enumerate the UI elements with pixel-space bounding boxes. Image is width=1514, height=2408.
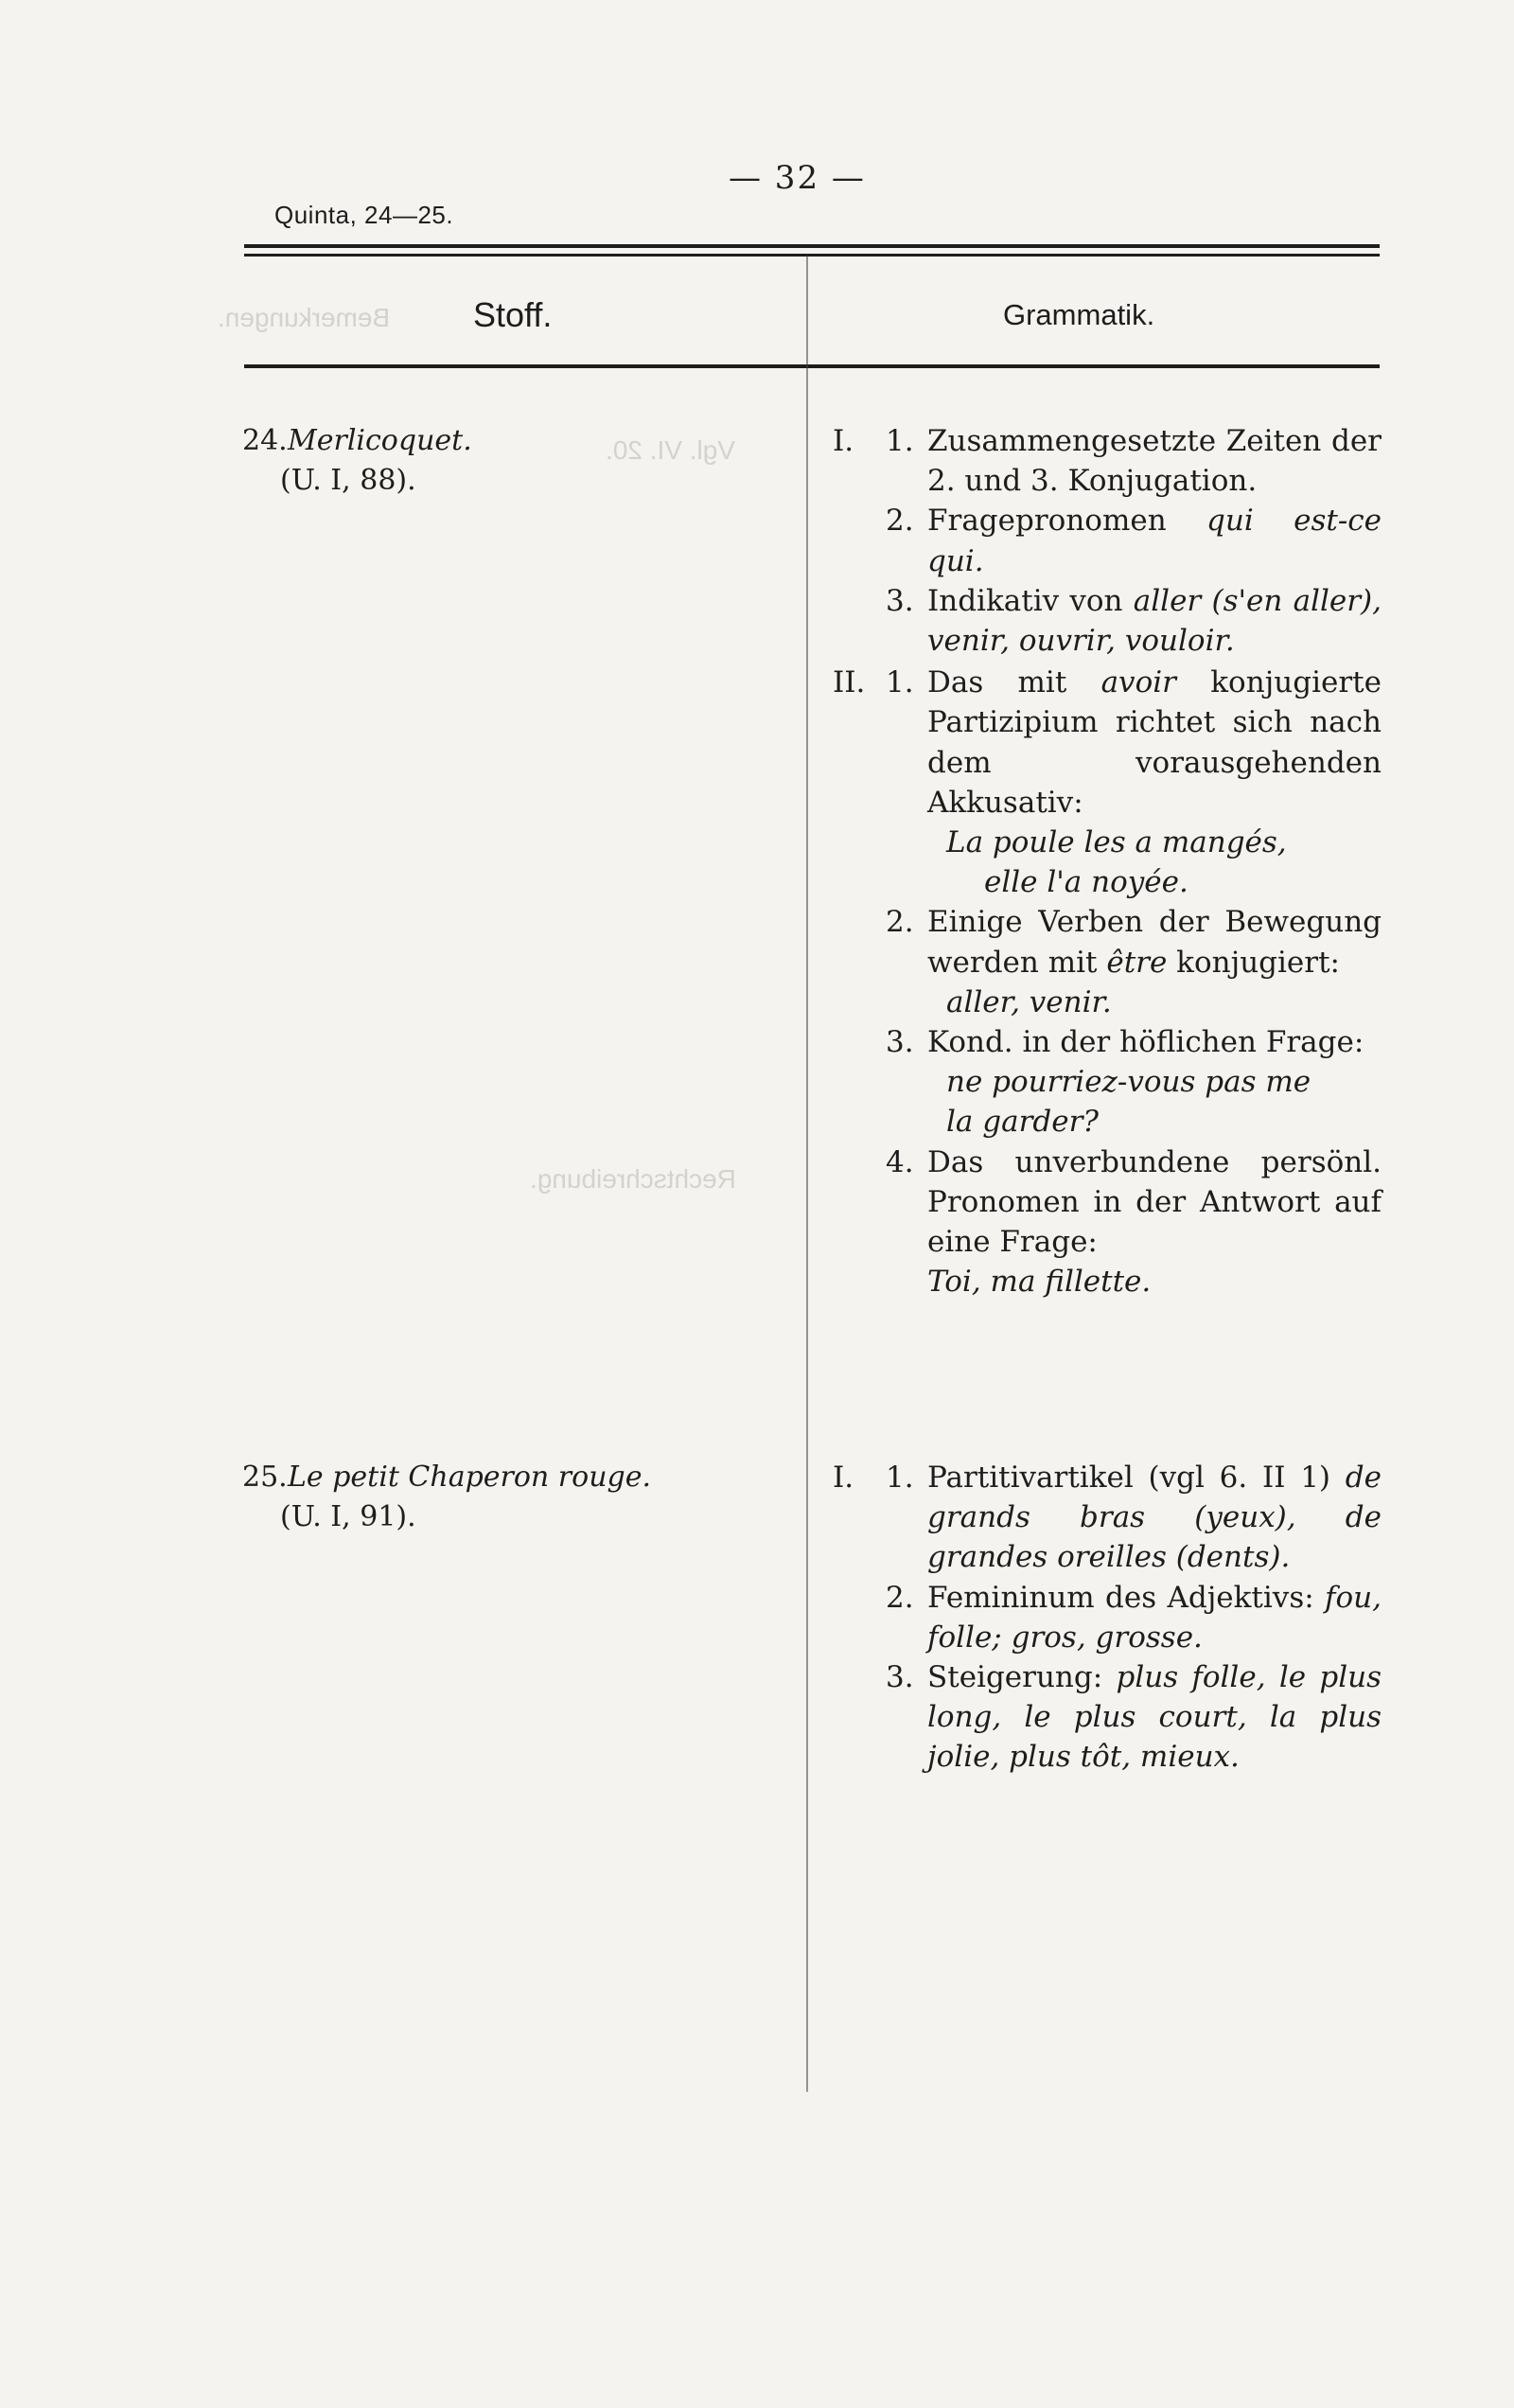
item-number: 1. (886, 665, 914, 700)
column-heading-stoff: Stoff. (473, 295, 553, 334)
header-rule (244, 244, 1380, 248)
item-number: 2. (886, 1580, 914, 1615)
grammar-item (833, 1578, 1382, 1657)
grammar-text: Steigerung: plus folle, le plus long, le plus court, la plus jolie, plus tôt, mieux. (927, 1660, 1382, 1775)
grammar-item (833, 1657, 1382, 1778)
column-head-rule (244, 364, 1380, 368)
entry-number: 24. (242, 424, 288, 457)
bleed-through-text: Bemerkungen. (218, 303, 391, 332)
example-line: Toi, ma fillette. (927, 1265, 1152, 1300)
grammar-text: Indikativ von aller (s'en aller), venir, ouvrir, vouloir. (927, 583, 1382, 659)
grammar-item (833, 1022, 1382, 1142)
grammar-text: Einige Verben der Bewegung werden mit être konjugiert: aller, venir. (927, 902, 1382, 1022)
item-number: 3. (886, 583, 914, 618)
bleed-through-text: Vgl. VI. 20. (606, 435, 735, 465)
example-line: La poule les a mangés, (946, 825, 1287, 860)
grammar-text: Zusammengesetzte Zeiten der 2. und 3. Konjugation. (927, 424, 1382, 499)
item-number: 2. (886, 504, 914, 539)
example-line: ne pourriez-vous pas me (946, 1065, 1312, 1100)
grammar-text: Das mit avoir konjugierte Partizipium richtet sich nach dem vorausgehenden Akkusativ: La poule les a mangés, elle l'a noyée. (927, 663, 1382, 902)
entry-reference: (U. I, 88). (280, 464, 416, 497)
grammar-item (833, 663, 1382, 902)
section-roman: II. (833, 665, 866, 700)
column-divider (806, 256, 808, 2092)
item-number: 3. (886, 1660, 914, 1695)
section-roman: I. (833, 1461, 854, 1495)
bleed-through-text: Rechtschreibung. (530, 1164, 736, 1194)
item-number: 1. (886, 424, 914, 458)
section-roman: I. (833, 424, 854, 458)
entry-number: 25. (242, 1461, 288, 1494)
item-number: 3. (886, 1025, 914, 1060)
grammar-item (833, 902, 1382, 1022)
header-rule (244, 254, 1380, 257)
grammar-text: Partitivartikel (vgl 6. II 1) de grands bras (yeux), de grandes oreilles (dents). (927, 1461, 1382, 1575)
entry-reference: (U. I, 91). (280, 1500, 416, 1533)
stoff-entry-24 (242, 421, 472, 501)
grammar-text: Das unverbundene persönl. Pronomen in der Antwort auf eine Frage: Toi, ma fillette. (927, 1142, 1382, 1302)
grammar-block-25 (833, 1458, 1382, 1778)
entry-title: Merlicoquet. (288, 424, 472, 457)
stoff-entry-25 (242, 1458, 651, 1537)
grammar-item (833, 421, 1382, 501)
grammar-item (833, 1458, 1382, 1578)
example-line: la garder? (946, 1105, 1100, 1140)
example-line: elle l'a noyée. (984, 865, 1188, 900)
grammar-item (833, 581, 1382, 661)
running-head: Quinta, 24—25. (274, 201, 454, 229)
grammar-text: Fragepronomen qui est-ce qui. (927, 504, 1382, 578)
page-number: — 32 — (729, 159, 866, 197)
grammar-block-24 (833, 421, 1382, 1301)
item-number: 1. (886, 1461, 914, 1495)
grammar-text: Femininum des Adjektivs: fou, folle; gros, grosse. (927, 1580, 1382, 1655)
grammar-item (833, 501, 1382, 580)
grammar-text: Kond. in der höflichen Frage: ne pourriez-vous pas me la garder? (927, 1022, 1382, 1142)
item-number: 4. (886, 1144, 914, 1179)
example-line: aller, venir. (946, 984, 1112, 1019)
item-number: 2. (886, 905, 914, 940)
entry-title: Le petit Chaperon rouge. (288, 1461, 652, 1494)
grammar-item (833, 1142, 1382, 1302)
column-heading-grammatik: Grammatik. (1003, 298, 1155, 331)
